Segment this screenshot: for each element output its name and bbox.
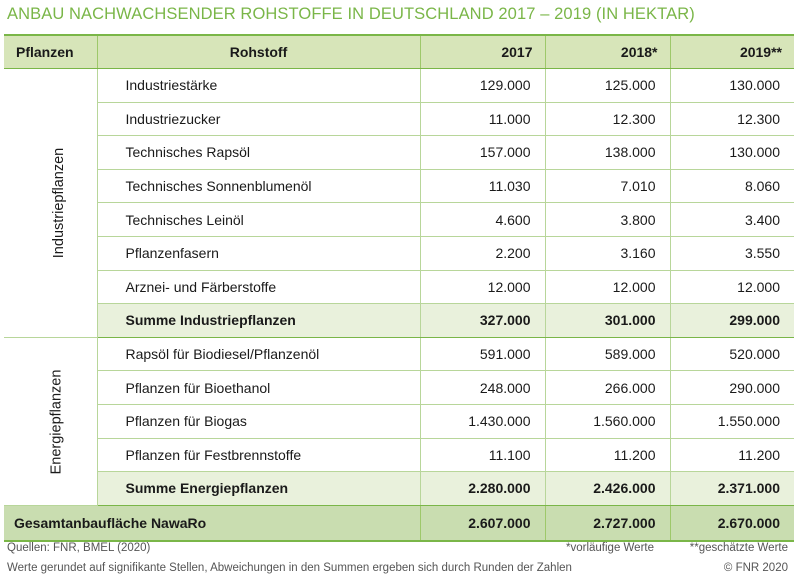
total-label: Gesamtanbaufläche NawaRo [4, 505, 420, 541]
value-2017: 12.000 [420, 270, 545, 304]
value-2017: 157.000 [420, 136, 545, 170]
sum-2018: 301.000 [545, 304, 670, 338]
table-row [4, 69, 794, 103]
value-2019: 11.200 [670, 438, 794, 472]
value-2018: 266.000 [545, 371, 670, 405]
row-label: Pflanzen für Festbrennstoffe [97, 438, 420, 472]
header-2017: 2017 [420, 35, 545, 69]
total-2019: 2.670.000 [670, 505, 794, 541]
footer-note: Werte gerundet auf signifikante Stellen, Abweichungen in den Summen ergeben sich durch Runden der Zahlen [7, 562, 572, 574]
group-label: Industriepflanzen [51, 148, 68, 259]
value-2019: 12.300 [670, 102, 794, 136]
value-2017: 11.030 [420, 169, 545, 203]
table-row [4, 438, 794, 472]
value-2019: 3.400 [670, 203, 794, 237]
value-2018: 3.800 [545, 203, 670, 237]
sum-2017: 2.280.000 [420, 472, 545, 506]
row-label: Pflanzen für Bioethanol [97, 371, 420, 405]
group-energiepflanzen [4, 337, 97, 505]
footer-sources: Quellen: FNR, BMEL (2020) [7, 542, 151, 554]
row-label: Pflanzenfasern [97, 236, 420, 270]
value-2018: 125.000 [545, 69, 670, 103]
header-pflanzen: Pflanzen [4, 35, 97, 69]
table-row [4, 236, 794, 270]
value-2019: 520.000 [670, 337, 794, 371]
value-2019: 1.550.000 [670, 404, 794, 438]
value-2018: 138.000 [545, 136, 670, 170]
sum-2019: 299.000 [670, 304, 794, 338]
group-label: Energiepflanzen [48, 369, 65, 475]
sum-label: Summe Energiepflanzen [97, 472, 420, 506]
row-label: Industriestärke [97, 69, 420, 103]
footer-estimated: **geschätzte Werte [689, 542, 788, 554]
table-row [4, 404, 794, 438]
row-label: Technisches Sonnenblumenöl [97, 169, 420, 203]
value-2017: 4.600 [420, 203, 545, 237]
value-2017: 129.000 [420, 69, 545, 103]
value-2019: 290.000 [670, 371, 794, 405]
page-title: ANBAU NACHWACHSENDER ROHSTOFFE IN DEUTSCHLAND 2017 – 2019 (IN HEKTAR) [7, 5, 695, 23]
value-2017: 2.200 [420, 236, 545, 270]
table-row [4, 136, 794, 170]
table-row [4, 169, 794, 203]
total-2017: 2.607.000 [420, 505, 545, 541]
value-2018: 3.160 [545, 236, 670, 270]
value-2018: 12.300 [545, 102, 670, 136]
sum-label: Summe Industriepflanzen [97, 304, 420, 338]
total-row [4, 505, 794, 541]
value-2018: 12.000 [545, 270, 670, 304]
value-2019: 12.000 [670, 270, 794, 304]
sum-2017: 327.000 [420, 304, 545, 338]
table-row [4, 337, 794, 371]
value-2017: 591.000 [420, 337, 545, 371]
value-2017: 11.100 [420, 438, 545, 472]
sum-row-energiepflanzen [4, 472, 794, 506]
table-row [4, 203, 794, 237]
row-label: Industriezucker [97, 102, 420, 136]
value-2017: 11.000 [420, 102, 545, 136]
total-2018: 2.727.000 [545, 505, 670, 541]
row-label: Pflanzen für Biogas [97, 404, 420, 438]
value-2018: 1.560.000 [545, 404, 670, 438]
cultivation-table [4, 34, 794, 542]
table-row [4, 270, 794, 304]
value-2019: 8.060 [670, 169, 794, 203]
sum-2019: 2.371.000 [670, 472, 794, 506]
value-2018: 11.200 [545, 438, 670, 472]
value-2018: 589.000 [545, 337, 670, 371]
row-label: Rapsöl für Biodiesel/Pflanzenöl [97, 337, 420, 371]
sum-2018: 2.426.000 [545, 472, 670, 506]
footer-copyright: © FNR 2020 [723, 562, 788, 574]
row-label: Technisches Leinöl [97, 203, 420, 237]
row-label: Technisches Rapsöl [97, 136, 420, 170]
table-row [4, 102, 794, 136]
header-2019: 2019** [670, 35, 794, 69]
header-row [4, 35, 794, 69]
value-2019: 130.000 [670, 136, 794, 170]
header-rohstoff: Rohstoff [97, 35, 420, 69]
group-industriepflanzen [4, 69, 97, 338]
value-2017: 1.430.000 [420, 404, 545, 438]
value-2017: 248.000 [420, 371, 545, 405]
footer-preliminary: *vorläufige Werte [566, 542, 654, 554]
value-2018: 7.010 [545, 169, 670, 203]
value-2019: 3.550 [670, 236, 794, 270]
sum-row-industriepflanzen [4, 304, 794, 338]
value-2019: 130.000 [670, 69, 794, 103]
header-2018: 2018* [545, 35, 670, 69]
row-label: Arznei- und Färberstoffe [97, 270, 420, 304]
table-row [4, 371, 794, 405]
